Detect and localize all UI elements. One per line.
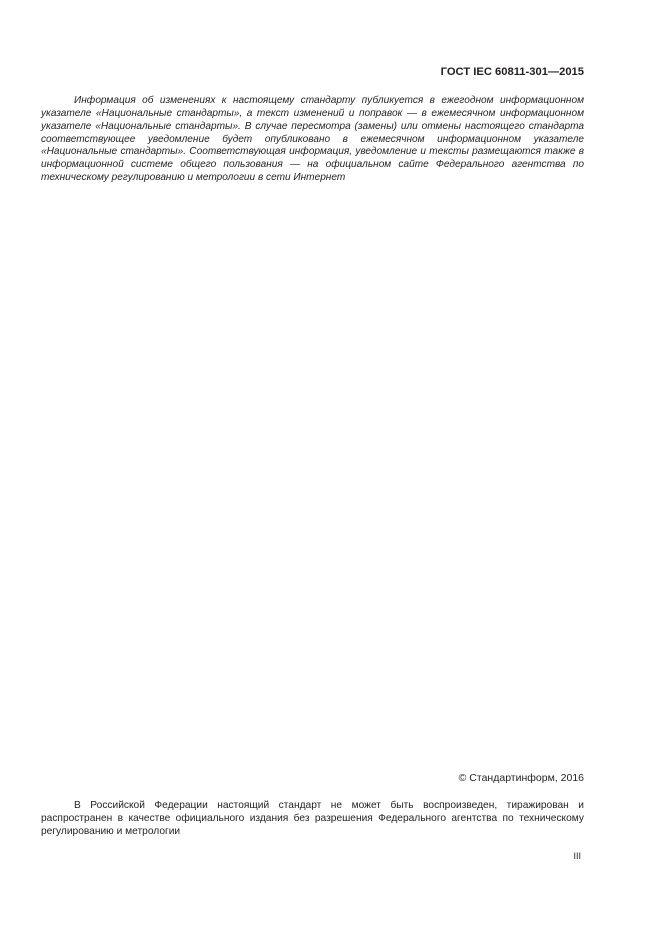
- amendments-notice-paragraph: Информация об изменениях к настоящему стандарту публикуется в ежегодном информационном указателе «Национальные стандарты», а текст изменений и поправок — в ежемесячном информационном указателе «Национальные стандарты». В случае пересмотра (замены) или отмены настоящего стандарта соответствующее уведомление будет опубликовано в ежемесячном информационном указателе «Национальные стандарты». Соответствующая информация, уведомление и тексты размещаются также в информационной системе общего пользования — на официальном сайте Федерального агентства по техническому регулированию и метрологии в сети Интернет: [41, 95, 584, 184]
- copyright-line: © Стандартинформ, 2016: [458, 772, 584, 784]
- reproduction-rights-paragraph: В Российской Федерации настоящий стандарт не может быть воспроизведен, тиражирован и распространен в качестве официального издания без разрешения Федерального агентства по техническому регулированию и метрологии: [41, 800, 584, 837]
- document-id-header: ГОСТ IEC 60811-301—2015: [440, 66, 584, 78]
- page-number: III: [573, 851, 581, 861]
